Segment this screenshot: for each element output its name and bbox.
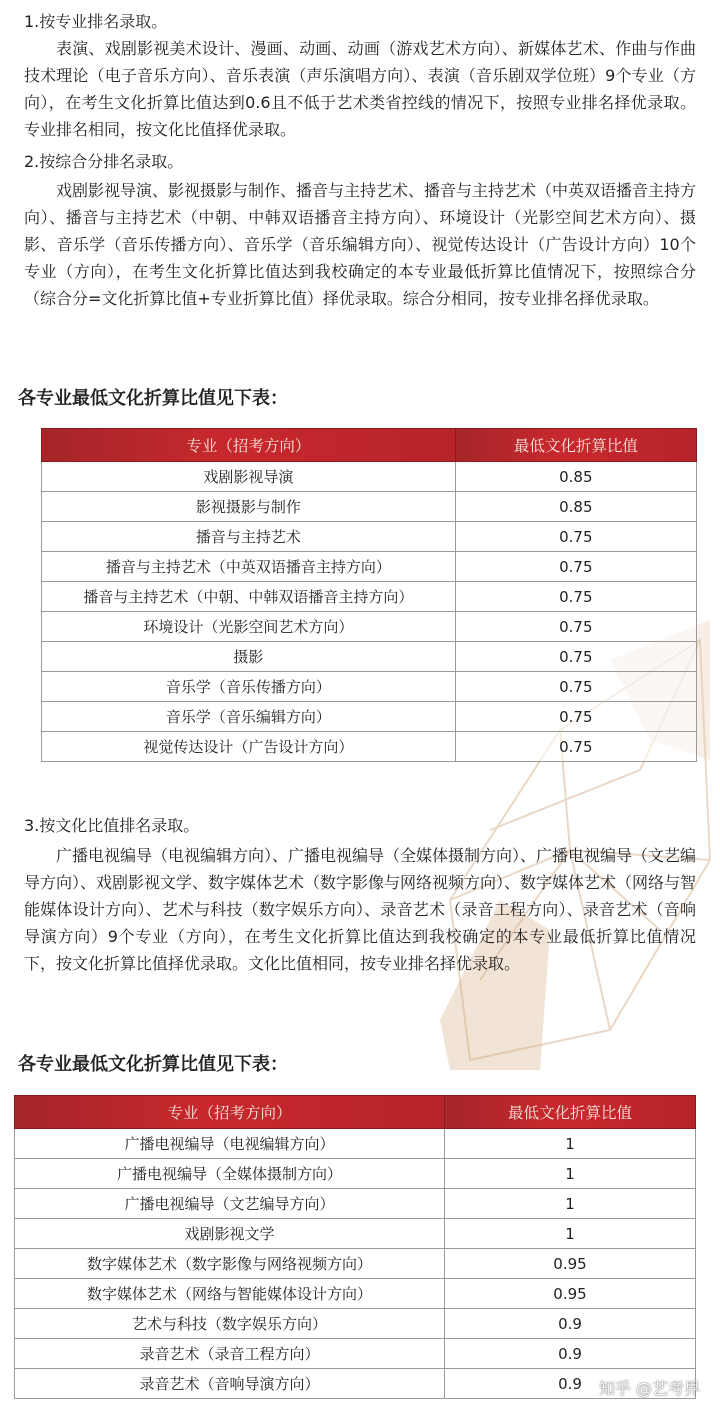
ratio-cell: 0.75 <box>455 612 696 642</box>
table-row <box>15 1279 696 1309</box>
table-row <box>15 1189 696 1219</box>
ratio-cell: 0.85 <box>455 492 696 522</box>
major-cell: 视觉传达设计（广告设计方向） <box>42 732 456 762</box>
major-cell: 影视摄影与制作 <box>42 492 456 522</box>
min-ratio-table-2 <box>14 1095 696 1399</box>
table-row <box>15 1339 696 1369</box>
major-cell: 数字媒体艺术（网络与智能媒体设计方向） <box>15 1279 445 1309</box>
ratio-cell: 0.75 <box>455 552 696 582</box>
section-3-body: 广播电视编导（电视编辑方向）、广播电视编导（全媒体摄制方向）、广播电视编导（文艺编导方向）、戏剧影视文学、数字媒体艺术（数字影像与网络视频方向）、数字媒体艺术（网络与智能媒体设计方向）、艺术与科技（数字娱乐方向）、录音艺术（录音工程方向）、录音艺术（音响导演方向）9个专业（方向），在考生文化折算比值达到我校确定的本专业最低折算比值情况下，按文化折算比值择优录取。文化比值相同，按专业排名择优录取。 <box>24 846 697 973</box>
table-row <box>42 702 697 732</box>
table-1-heading: 各专业最低文化折算比值见下表： <box>18 388 288 409</box>
major-cell: 音乐学（音乐传播方向） <box>42 672 456 702</box>
table-row <box>15 1129 696 1159</box>
ratio-cell: 0.75 <box>455 702 696 732</box>
major-cell: 录音艺术（音响导演方向） <box>15 1369 445 1399</box>
major-cell: 摄影 <box>42 642 456 672</box>
ratio-cell: 0.9 <box>445 1369 696 1399</box>
section-3-heading: 3.按文化比值排名录取。 <box>24 816 200 835</box>
section-2-body: 戏剧影视导演、影视摄影与制作、播音与主持艺术、播音与主持艺术（中英双语播音主持方向）、播音与主持艺术（中朝、中韩双语播音主持方向）、环境设计（光影空间艺术方向）、摄影、音乐学（音乐传播方向）、音乐学（音乐编辑方向）、视觉传达设计（广告设计方向）10个专业（方向），在考生文化折算比值达到我校确定的本专业最低折算比值情况下，按照综合分（综合分=文化折算比值+专业折算比值）择优录取。综合分相同，按专业排名择优录取。 <box>24 181 697 308</box>
min-ratio-table-1 <box>41 428 697 762</box>
table-row <box>42 522 697 552</box>
major-cell: 播音与主持艺术 <box>42 522 456 552</box>
major-cell: 数字媒体艺术（数字影像与网络视频方向） <box>15 1249 445 1279</box>
table-row <box>42 582 697 612</box>
ratio-cell: 0.95 <box>445 1279 696 1309</box>
ratio-cell: 0.85 <box>455 462 696 492</box>
ratio-cell: 0.75 <box>455 732 696 762</box>
ratio-cell: 0.9 <box>445 1339 696 1369</box>
table-row <box>42 612 697 642</box>
table-row <box>15 1309 696 1339</box>
major-cell: 播音与主持艺术（中朝、中韩双语播音主持方向） <box>42 582 456 612</box>
table-row <box>42 552 697 582</box>
section-2-heading: 2.按综合分排名录取。 <box>24 152 184 171</box>
ratio-cell: 1 <box>445 1129 696 1159</box>
watermark-text: 知乎 @艺考界 <box>598 1379 700 1398</box>
section-1-heading: 1.按专业排名录取。 <box>24 12 168 31</box>
ratio-cell: 1 <box>445 1159 696 1189</box>
ratio-cell: 1 <box>445 1189 696 1219</box>
table-row <box>42 492 697 522</box>
table-row <box>42 642 697 672</box>
table-row <box>42 672 697 702</box>
section-1-body: 表演、戏剧影视美术设计、漫画、动画、动画（游戏艺术方向）、新媒体艺术、作曲与作曲技术理论（电子音乐方向）、音乐表演（声乐演唱方向）、表演（音乐剧双学位班）9个专业（方向），在考生文化折算比值达到0.6且不低于艺术类省控线的情况下，按照专业排名择优录取。专业排名相同，按文化比值择优录取。 <box>24 39 696 139</box>
ratio-cell: 1 <box>445 1219 696 1249</box>
ratio-cell: 0.75 <box>455 522 696 552</box>
ratio-cell: 0.75 <box>455 642 696 672</box>
table-header-row <box>15 1096 696 1129</box>
table-row <box>15 1159 696 1189</box>
major-cell: 播音与主持艺术（中英双语播音主持方向） <box>42 552 456 582</box>
header-ratio: 最低文化折算比值 <box>455 429 696 462</box>
header-ratio: 最低文化折算比值 <box>445 1096 696 1129</box>
major-cell: 音乐学（音乐编辑方向） <box>42 702 456 732</box>
ratio-cell: 0.75 <box>455 582 696 612</box>
major-cell: 艺术与科技（数字娱乐方向） <box>15 1309 445 1339</box>
table-header-row <box>42 429 697 462</box>
table-row <box>15 1369 696 1399</box>
table-row <box>15 1219 696 1249</box>
table-row <box>42 732 697 762</box>
table-row <box>42 462 697 492</box>
major-cell: 戏剧影视文学 <box>15 1219 445 1249</box>
ratio-cell: 0.75 <box>455 672 696 702</box>
header-major: 专业（招考方向） <box>42 429 456 462</box>
ratio-cell: 0.9 <box>445 1309 696 1339</box>
major-cell: 录音艺术（录音工程方向） <box>15 1339 445 1369</box>
major-cell: 环境设计（光影空间艺术方向） <box>42 612 456 642</box>
major-cell: 广播电视编导（文艺编导方向） <box>15 1189 445 1219</box>
table-row <box>15 1249 696 1279</box>
table-2-heading: 各专业最低文化折算比值见下表： <box>18 1054 288 1075</box>
major-cell: 戏剧影视导演 <box>42 462 456 492</box>
major-cell: 广播电视编导（全媒体摄制方向） <box>15 1159 445 1189</box>
ratio-cell: 0.95 <box>445 1249 696 1279</box>
major-cell: 广播电视编导（电视编辑方向） <box>15 1129 445 1159</box>
header-major: 专业（招考方向） <box>15 1096 445 1129</box>
